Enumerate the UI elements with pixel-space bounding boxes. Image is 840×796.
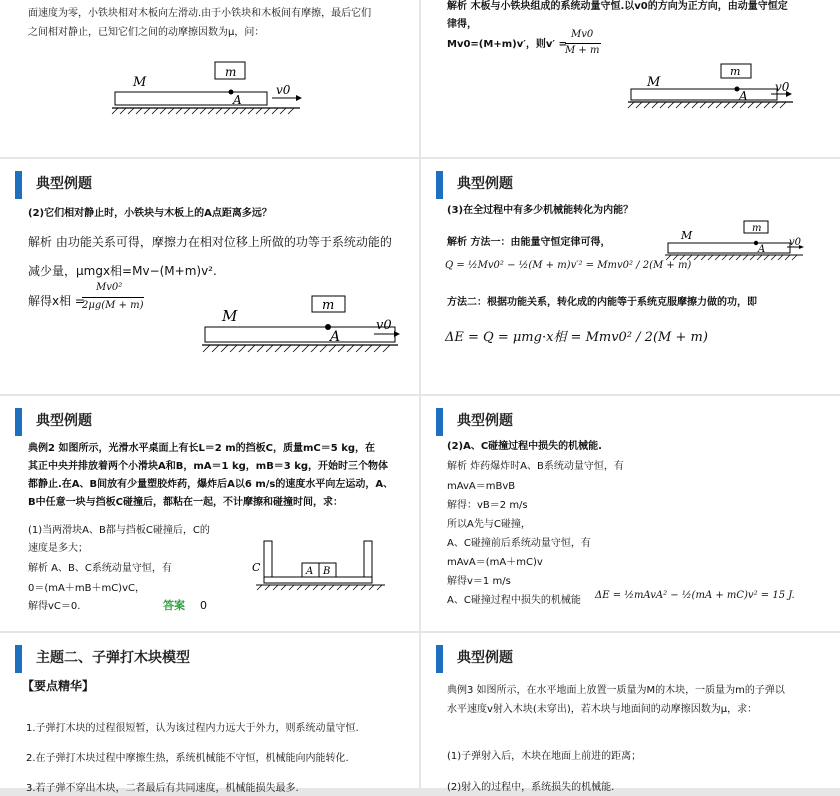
text-line: 1.子弹打木块的过程很短暂，认为该过程内力远大于外力，则系统动量守恒.	[26, 723, 359, 734]
title-accent-bar	[436, 645, 443, 673]
text-line: A、C碰撞过程中损失的机械能	[447, 595, 581, 606]
equation: ΔE = ½mAvA² − ½(mA + mC)v² = 15 J.	[595, 590, 795, 601]
label-M: M	[222, 307, 238, 325]
text-line: 水平速度v射入木块(未穿出)，若木块与地面间的动摩擦因数为μ，求：	[447, 704, 758, 715]
fraction-numerator: Mv0	[571, 29, 594, 40]
board-block-diagram	[421, 159, 840, 394]
question: (2)它们相对静止时，小铁块与木板上的A点距离多远？	[28, 208, 272, 219]
text-line: 解析 方法一：由能量守恒定律可得，	[447, 237, 611, 248]
slide-7	[0, 633, 419, 794]
label-v0: v0	[276, 83, 291, 97]
text-line: 3.若子弹不穿出木块，二者最后有共同速度，机械能损失最多.	[26, 783, 299, 794]
fraction-numerator: Mv0²	[96, 282, 123, 293]
question: (2)射入的过程中，系统损失的机械能.	[447, 782, 615, 793]
text-line: 2.在子弹打木块过程中摩擦生热，系统机械能不守恒，机械能向内能转化.	[26, 753, 349, 764]
text-line: 解得v＝1 m/s	[447, 576, 511, 587]
question: (2)A、C碰撞过程中损失的机械能.	[447, 441, 602, 452]
label-M: M	[681, 229, 693, 242]
question: (3)在全过程中有多少机械能转化为内能？	[447, 205, 634, 216]
label-v0: v0	[376, 318, 392, 333]
text-line: 典例3 如图所示，在水平地面上放置一质量为M的木块，一质量为m的子弹以	[447, 685, 785, 696]
slide-title: 典型例题	[36, 176, 92, 192]
slide-4	[421, 159, 840, 394]
answer-value: 0	[200, 599, 207, 612]
text-line: 减少量，μmgx相=Mv−(M+m)v².	[28, 264, 217, 278]
label-A: A	[233, 93, 242, 107]
slide-5	[0, 396, 419, 631]
label-m: m	[752, 223, 762, 234]
title-accent-bar	[436, 408, 443, 436]
label-v0: v0	[775, 80, 790, 94]
text-line: 解得vC＝0.	[28, 601, 81, 612]
text-line: 方法二：根据功能关系，转化成的内能等于系统克服摩擦力做的功，即	[447, 297, 757, 308]
text-line: 都静止.在A、B间放有少量塑胶炸药，爆炸后A以6 m/s的速度水平向左运动，A、	[28, 479, 394, 490]
slide-title: 典型例题	[457, 176, 513, 192]
text-line: 典例2 如图所示，光滑水平桌面上有长L＝2 m的挡板C，质量mC＝5 kg，在	[28, 443, 376, 454]
label-C: C	[252, 561, 261, 574]
label-m: m	[322, 298, 335, 313]
slide-6	[421, 396, 840, 631]
text-line: 律得，	[447, 19, 477, 30]
text-line: 解得x相 =	[28, 294, 85, 308]
slide-title: 典型例题	[457, 650, 513, 666]
label-m: m	[225, 65, 237, 79]
text-line: 解析 木板与小铁块组成的系统动量守恒.以v0的方向为正方向，由动量守恒定	[447, 1, 788, 12]
text-line: A、C碰撞前后系统动量守恒，有	[447, 538, 591, 549]
label-v0: v0	[789, 237, 802, 248]
board-block-diagram	[0, 0, 419, 157]
slide-title: 典型例题	[36, 413, 92, 429]
fraction-denominator: 2μg(M + m)	[82, 300, 144, 311]
board-block-diagram	[421, 0, 840, 157]
board-block-diagram	[0, 159, 419, 394]
box-slider-diagram	[0, 396, 419, 631]
label-M: M	[647, 75, 661, 90]
text-line: mAvA＝(mA＋mC)v	[447, 557, 543, 568]
slide-2	[421, 0, 840, 157]
answer-label: 答案	[163, 599, 185, 612]
text-line: 之间相对静止，已知它们之间的动摩擦因数为μ，问：	[28, 27, 265, 38]
equation: Mv0=(M+m)v′，则v′ =	[447, 39, 567, 50]
label-M: M	[133, 75, 147, 90]
equation-2: ΔE = Q = μmg·x相 = Mmv0² / 2(M + m)	[445, 330, 708, 345]
text-line: 所以A先与C碰撞，	[447, 519, 531, 530]
label-m: m	[730, 65, 741, 78]
text-line: 解析 A、B、C系统动量守恒，有	[28, 563, 172, 574]
label-A: A	[758, 244, 766, 255]
text-line: 解析 炸药爆炸时A、B系统动量守恒，有	[447, 461, 624, 472]
question: (1)当两滑块A、B都与挡板C碰撞后，C的	[28, 525, 210, 536]
label-A: A	[739, 89, 748, 103]
text-line: mAvA＝mBvB	[447, 481, 516, 492]
text-line: 解得：vB＝2 m/s	[447, 500, 528, 511]
label-A: A	[330, 329, 341, 345]
text-line: 面速度为零，小铁块相对木板向左滑动.由于小铁块和木板间有摩擦，最后它们	[28, 8, 372, 19]
label-A: A	[306, 566, 314, 577]
text-line: 0＝(mA＋mB＋mC)vC，	[28, 583, 145, 594]
question: 速度是多大；	[28, 543, 88, 554]
title-accent-bar	[15, 645, 22, 673]
subheading: 【要点精华】	[22, 679, 95, 693]
fraction-denominator: M + m	[565, 45, 600, 56]
slide-8	[421, 633, 840, 793]
question: (1)子弹射入后，木块在地面上前进的距离；	[447, 751, 642, 762]
slide-3	[0, 159, 419, 394]
slide-title: 主题二、子弹打木块模型	[36, 650, 190, 666]
slide-title: 典型例题	[457, 413, 513, 429]
text-line: 解析 由功能关系可得，摩擦力在相对位移上所做的功等于系统动能的	[28, 235, 392, 249]
text-line: 其正中央并排放着两个小滑块A和B，mA＝1 kg，mB＝3 kg，开始时三个物体	[28, 461, 389, 472]
text-line: B中任意一块与挡板C碰撞后，都粘在一起，不计摩擦和碰撞时间，求：	[28, 497, 343, 508]
slide-1	[0, 0, 419, 157]
equation-1: Q = ½Mv0² − ½(M + m)v′² = Mmv0² / 2(M + m)	[445, 260, 692, 271]
label-B: B	[323, 566, 331, 577]
